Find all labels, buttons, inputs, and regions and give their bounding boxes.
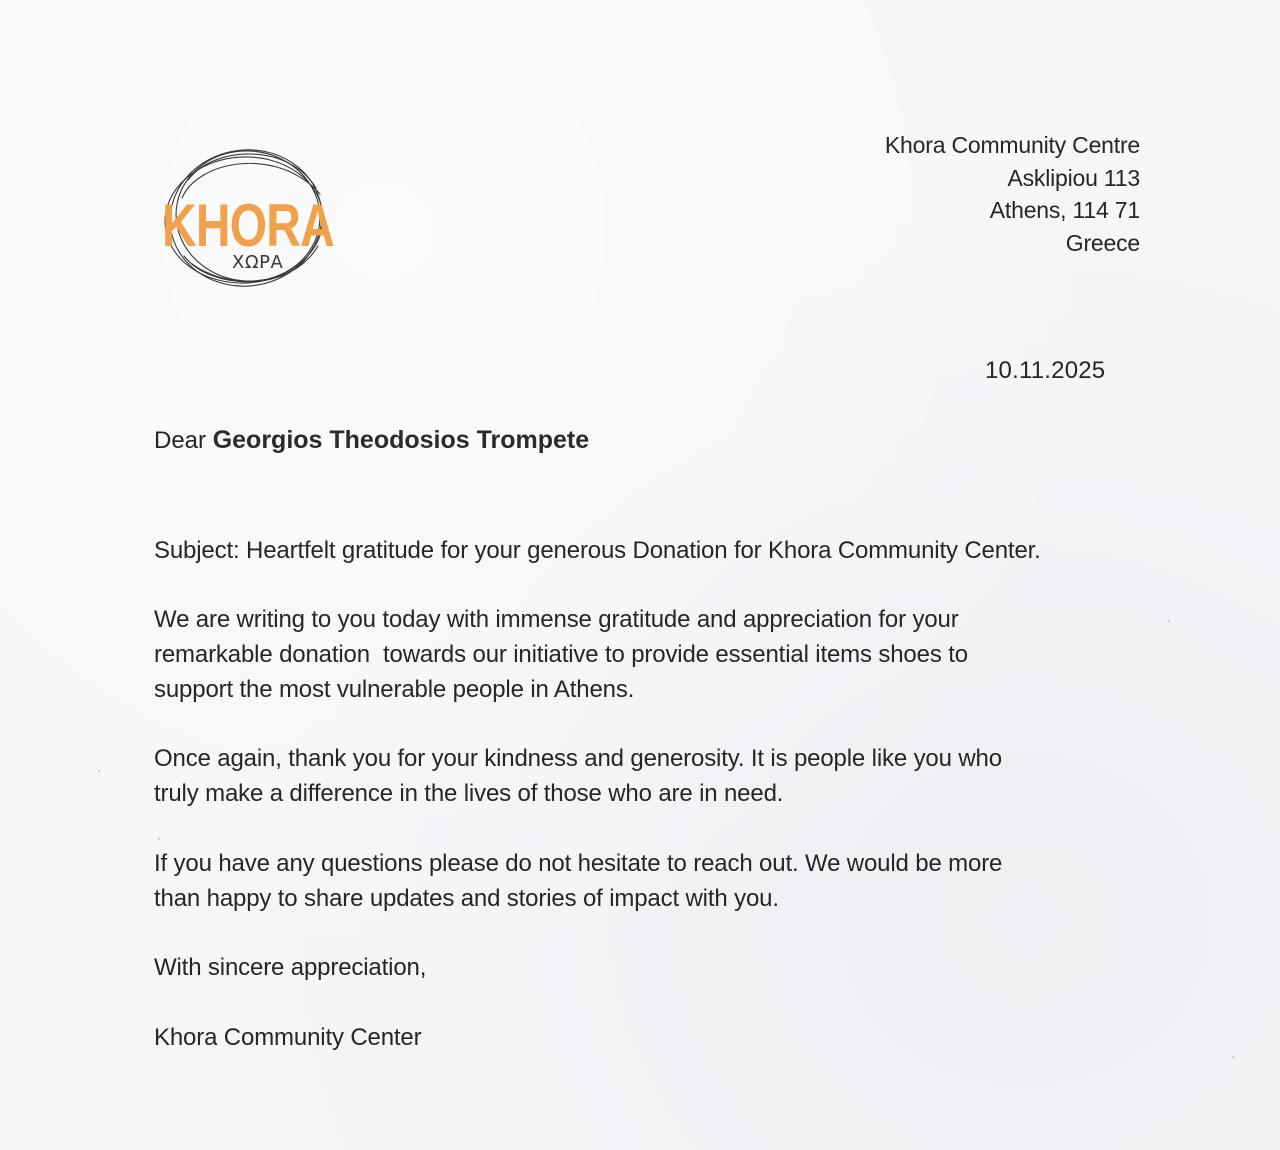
subject-line: Subject: Heartfelt gratitude for your generous Donation for Khora Community Center. [154,537,1041,564]
paragraph-line: Once again, thank you for your kindness and generosity. It is people like you who [154,745,1002,772]
signature-line: Khora Community Center [154,1024,422,1051]
paper-speck [1168,620,1170,622]
closing-line: With sincere appreciation, [154,954,427,981]
paper-speck [1232,1056,1234,1058]
address-line-street: Asklipiou 113 [1007,164,1140,191]
body-paragraph-2 [154,741,1002,811]
salutation-greeting: Dear [154,427,207,454]
paragraph-line: than happy to share updates and stories of impact with you. [154,885,779,912]
body-paragraph-3 [154,846,1002,916]
address-line-organization: Khora Community Centre [884,132,1140,158]
paragraph-line: remarkable donation towards our initiative to provide essential items shoes to [154,641,968,668]
address-line-city: Athens, 114 71 [989,197,1140,223]
recipient-name: Georgios Theodosios Trompete [212,426,590,454]
logo-greek-subtitle: ΧΩΡΑ [232,252,284,273]
paper-speck [98,770,100,772]
paper-speck [158,838,160,840]
khora-logo [158,138,338,298]
logo-wordmark: KHORA [162,192,334,259]
sender-address [885,129,1140,259]
paragraph-line: If you have any questions please do not hesitate to reach out. We would be more [154,850,1003,877]
salutation [154,426,589,455]
paragraph-line: support the most vulnerable people in Athens. [154,676,635,703]
khora-logo-graphic [158,138,338,298]
paragraph-line: We are writing to you today with immense gratitude and appreciation for your [154,606,959,633]
address-line-country: Greece [1065,229,1140,256]
letter-date: 10.11.2025 [985,357,1106,384]
body-paragraph-1 [154,602,968,707]
paragraph-line: truly make a difference in the lives of those who are in need. [154,780,784,807]
